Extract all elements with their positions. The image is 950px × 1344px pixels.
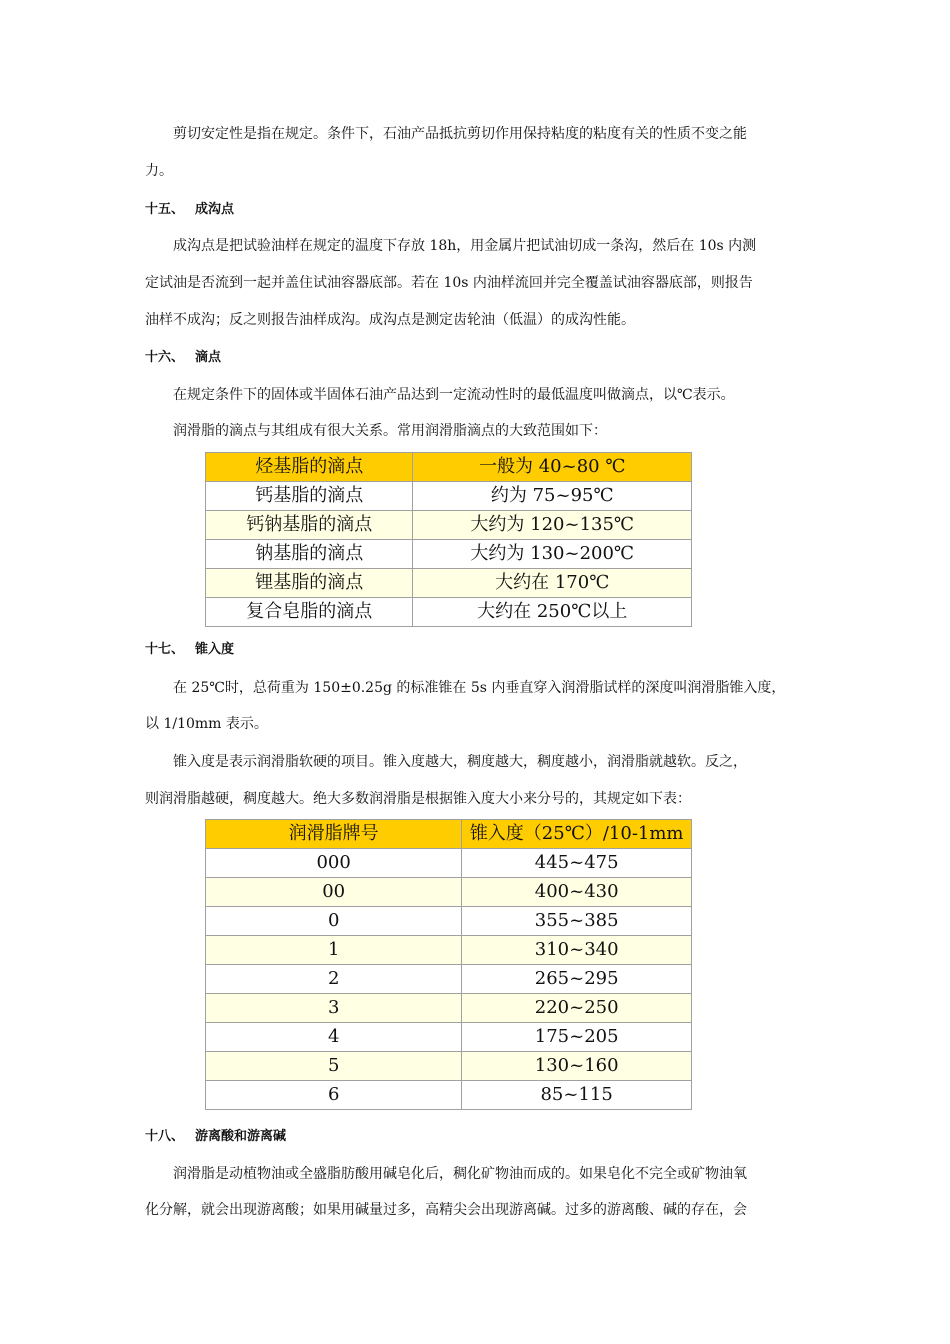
paragraph-line: 润滑脂的滴点与其组成有很大关系。常用润滑脂滴点的大致范围如下： [173,423,607,439]
paragraph-line: 在规定条件下的固体或半固体石油产品达到一定流动性时的最低温度叫做滴点，以℃表示。 [173,387,735,403]
table-row [206,965,692,994]
section-heading-18 [145,1127,286,1147]
paragraph-line: 润滑脂是动植物油或全盛脂肪酸用碱皂化后，稠化矿物油而成的。如果皂化不完全或矿物油氧 [173,1166,747,1182]
paragraph-line: 锥入度是表示润滑脂软硬的项目。锥入度越大，稠度越大，稠度越小，润滑脂就越软。反之， [173,754,747,770]
table-row [206,511,692,540]
section-number: 十六、 [145,350,185,365]
paragraph-line: 则润滑脂越硬，稠度越大。绝大多数润滑脂是根据锥入度大小来分号的，其规定如下表： [145,791,691,807]
table-row [206,936,692,965]
paragraph-line: 以 1/10mm 表示。 [145,716,268,732]
table-cell: 310~340 [462,936,692,965]
table-row [206,907,692,936]
table-cell: 大约在 170℃ [413,569,692,598]
table-cell: 大约为 130~200℃ [413,540,692,569]
table-row [206,1081,692,1110]
table-row [206,569,692,598]
section-heading-17 [145,640,234,660]
table-row [206,453,692,482]
table-cell: 355~385 [462,907,692,936]
section-title: 游离酸和游离碱 [195,1129,287,1144]
table-cell: 钠基脂的滴点 [206,540,413,569]
section-number: 十八、 [145,1129,185,1144]
section-heading-16 [145,348,221,368]
paragraph-line: 成沟点是把试验油样在规定的温度下存放 18h，用金属片把试油切成一条沟，然后在 10s 内测 [173,238,757,254]
table-row [206,878,692,907]
paragraph-shear-line-1: 剪切安定性是指在规定。条件下，石油产品抵抗剪切作用保持粘度的粘度有关的性质不变之能 [173,126,747,142]
table-row [206,849,692,878]
table-cell: 130~160 [462,1052,692,1081]
table-cell: 000 [206,849,462,878]
table-cell: 复合皂脂的滴点 [206,598,413,627]
paragraph-line: 定试油是否流到一起并盖住试油容器底部。若在 10s 内油样流回并完全覆盖试油容器底部，则报告 [145,275,753,291]
table-cell: 85~115 [462,1081,692,1110]
table-cell: 2 [206,965,462,994]
section-number: 十五、 [145,202,185,217]
table-row [206,1052,692,1081]
paragraph-line: 油样不成沟；反之则报告油样成沟。成沟点是测定齿轮油（低温）的成沟性能。 [145,312,635,328]
table-cell: 3 [206,994,462,1023]
table-row [206,994,692,1023]
paragraph-line: 在 25℃时，总荷重为 150±0.25g 的标准锥在 5s 内垂直穿入润滑脂试样的深度叫润滑脂锥入度， [173,680,786,696]
section-title: 滴点 [195,350,222,365]
penetration-table [205,819,692,1110]
table-cell: 220~250 [462,994,692,1023]
table-cell: 1 [206,936,462,965]
table-row [206,540,692,569]
paragraph-line: 化分解，就会出现游离酸；如果用碱量过多，高精尖会出现游离碱。过多的游离酸、碱的存在，会 [145,1202,747,1218]
dropping-point-table [205,452,692,627]
table-cell: 钙基脂的滴点 [206,482,413,511]
table-cell: 445~475 [462,849,692,878]
paragraph-shear-line-2: 力。 [145,163,173,179]
section-title: 成沟点 [195,202,235,217]
table-cell: 6 [206,1081,462,1110]
table-cell: 大约在 250℃以上 [413,598,692,627]
table-cell: 烃基脂的滴点 [206,453,413,482]
table-row [206,1023,692,1052]
table-row [206,482,692,511]
section-title: 锥入度 [195,642,235,657]
table-cell: 约为 75~95℃ [413,482,692,511]
table-cell: 钙钠基脂的滴点 [206,511,413,540]
table-cell: 锂基脂的滴点 [206,569,413,598]
table-cell: 一般为 40~80 ℃ [413,453,692,482]
table-cell: 4 [206,1023,462,1052]
table-cell: 0 [206,907,462,936]
table-header-row [206,820,692,849]
table-header-cell: 润滑脂牌号 [206,820,462,849]
table-header-cell: 锥入度（25℃）/10-1mm [462,820,692,849]
table-cell: 265~295 [462,965,692,994]
table-cell: 00 [206,878,462,907]
table-cell: 大约为 120~135℃ [413,511,692,540]
table-cell: 400~430 [462,878,692,907]
section-number: 十七、 [145,642,185,657]
table-cell: 175~205 [462,1023,692,1052]
table-row [206,598,692,627]
section-heading-15 [145,200,234,220]
table-cell: 5 [206,1052,462,1081]
